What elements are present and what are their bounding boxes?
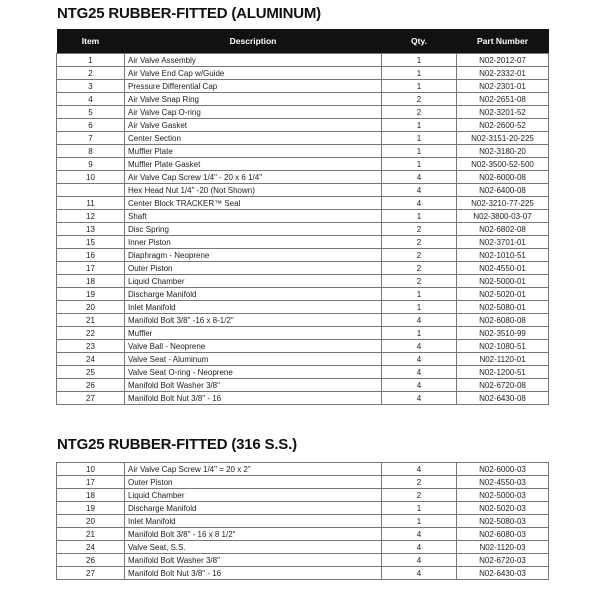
cell-qty: 2 — [382, 476, 457, 489]
cell-qty: 4 — [382, 379, 457, 392]
cell-qty: 2 — [382, 106, 457, 119]
cell-part-number: N02-1120-01 — [457, 353, 549, 366]
table-row — [57, 463, 549, 476]
cell-item: 15 — [57, 236, 125, 249]
cell-part-number: N02-2332-01 — [457, 67, 549, 80]
cell-qty: 4 — [382, 366, 457, 379]
cell-qty: 4 — [382, 340, 457, 353]
cell-item: 18 — [57, 489, 125, 502]
table-row — [57, 327, 549, 340]
cell-qty: 1 — [382, 80, 457, 93]
table-row — [57, 106, 549, 119]
cell-qty: 4 — [382, 463, 457, 476]
cell-part-number: N02-1080-51 — [457, 340, 549, 353]
cell-item: 4 — [57, 93, 125, 106]
table-row — [57, 171, 549, 184]
cell-description: Valve Seat O-ring - Neoprene — [125, 366, 382, 379]
header-part-number: Part Number — [457, 29, 549, 54]
cell-part-number: N02-4550-01 — [457, 262, 549, 275]
cell-description: Valve Seat - Aluminum — [125, 353, 382, 366]
cell-part-number: N02-6720-08 — [457, 379, 549, 392]
cell-description: Manifold Bolt 3/8" - 16 x 8 1/2" — [125, 528, 382, 541]
table-row — [57, 132, 549, 145]
cell-part-number: N02-6430-08 — [457, 392, 549, 405]
cell-item: 1 — [57, 54, 125, 67]
table-row — [57, 80, 549, 93]
table-row — [57, 197, 549, 210]
cell-part-number: N02-1120-03 — [457, 541, 549, 554]
cell-part-number: N02-6720-03 — [457, 554, 549, 567]
cell-item: 25 — [57, 366, 125, 379]
table-row — [57, 515, 549, 528]
table-row — [57, 262, 549, 275]
cell-qty: 4 — [382, 567, 457, 580]
cell-description: Discharge Manifold — [125, 288, 382, 301]
table-row — [57, 314, 549, 327]
table-row — [57, 67, 549, 80]
cell-description: Liquid Chamber — [125, 489, 382, 502]
cell-description: Disc Spring — [125, 223, 382, 236]
cell-part-number: N02-6000-03 — [457, 463, 549, 476]
cell-description: Air Valve Gasket — [125, 119, 382, 132]
cell-item: 18 — [57, 275, 125, 288]
cell-qty: 1 — [382, 54, 457, 67]
cell-part-number: N02-6802-08 — [457, 223, 549, 236]
cell-description: Outer Piston — [125, 476, 382, 489]
cell-description: Discharge Manifold — [125, 502, 382, 515]
cell-qty: 2 — [382, 223, 457, 236]
cell-part-number: N02-3500-52-500 — [457, 158, 549, 171]
cell-description: Air Valve Cap Screw 1/4" = 20 x 2" — [125, 463, 382, 476]
cell-part-number: N02-4550-03 — [457, 476, 549, 489]
cell-item: 11 — [57, 197, 125, 210]
cell-qty: 2 — [382, 236, 457, 249]
cell-qty: 1 — [382, 301, 457, 314]
cell-part-number: N02-3800-03-07 — [457, 210, 549, 223]
cell-item: 21 — [57, 314, 125, 327]
cell-item: 16 — [57, 249, 125, 262]
table-row — [57, 158, 549, 171]
table-row — [57, 379, 549, 392]
cell-qty: 4 — [382, 184, 457, 197]
cell-description: Shaft — [125, 210, 382, 223]
cell-description: Liquid Chamber — [125, 275, 382, 288]
cell-part-number: N02-5020-03 — [457, 502, 549, 515]
table-row — [57, 119, 549, 132]
cell-item: 20 — [57, 301, 125, 314]
cell-item: 8 — [57, 145, 125, 158]
cell-item: 19 — [57, 502, 125, 515]
cell-qty: 1 — [382, 515, 457, 528]
cell-qty: 1 — [382, 119, 457, 132]
cell-description: Muffler — [125, 327, 382, 340]
table-row — [57, 249, 549, 262]
cell-description: Air Valve End Cap w/Guide — [125, 67, 382, 80]
cell-item: 5 — [57, 106, 125, 119]
cell-item: 19 — [57, 288, 125, 301]
cell-qty: 1 — [382, 158, 457, 171]
table-header-row — [57, 29, 549, 54]
cell-description: Center Section — [125, 132, 382, 145]
cell-description: Muffler Plate Gasket — [125, 158, 382, 171]
cell-part-number: N02-6000-08 — [457, 171, 549, 184]
section-title-316ss: NTG25 RUBBER-FITTED (316 S.S.) — [57, 436, 297, 453]
cell-qty: 1 — [382, 327, 457, 340]
cell-part-number: N02-2651-08 — [457, 93, 549, 106]
cell-part-number: N02-6400-08 — [457, 184, 549, 197]
cell-qty: 1 — [382, 132, 457, 145]
table-row — [57, 353, 549, 366]
cell-part-number: N02-6080-08 — [457, 314, 549, 327]
cell-part-number: N02-3701-01 — [457, 236, 549, 249]
parts-table-316ss — [56, 462, 549, 580]
table-row — [57, 502, 549, 515]
cell-qty: 2 — [382, 93, 457, 106]
cell-part-number: N02-5020-01 — [457, 288, 549, 301]
header-description: Description — [125, 29, 382, 54]
table-row — [57, 184, 549, 197]
cell-description: Diaphragm - Neoprene — [125, 249, 382, 262]
cell-description: Air Valve Cap O-ring — [125, 106, 382, 119]
cell-item: 22 — [57, 327, 125, 340]
cell-qty: 4 — [382, 392, 457, 405]
table-row — [57, 301, 549, 314]
cell-item: 23 — [57, 340, 125, 353]
cell-qty: 4 — [382, 541, 457, 554]
cell-description: Air Valve Assembly — [125, 54, 382, 67]
cell-description: Inlet Manifold — [125, 301, 382, 314]
cell-qty: 1 — [382, 288, 457, 301]
cell-item: 10 — [57, 463, 125, 476]
cell-item: 7 — [57, 132, 125, 145]
cell-qty: 1 — [382, 210, 457, 223]
cell-part-number: N02-3510-99 — [457, 327, 549, 340]
cell-item: 27 — [57, 567, 125, 580]
cell-qty: 4 — [382, 197, 457, 210]
cell-qty: 2 — [382, 489, 457, 502]
cell-item: 6 — [57, 119, 125, 132]
cell-part-number: N02-2012-07 — [457, 54, 549, 67]
table-row — [57, 93, 549, 106]
cell-qty: 4 — [382, 314, 457, 327]
cell-item: 26 — [57, 379, 125, 392]
cell-qty: 2 — [382, 249, 457, 262]
cell-qty: 1 — [382, 67, 457, 80]
cell-item: 2 — [57, 67, 125, 80]
cell-item: 13 — [57, 223, 125, 236]
parts-table-aluminum — [56, 29, 549, 405]
cell-item: 27 — [57, 392, 125, 405]
cell-description: Manifold Bolt Nut 3/8" - 16 — [125, 392, 382, 405]
cell-item: 21 — [57, 528, 125, 541]
cell-item — [57, 184, 125, 197]
cell-item: 24 — [57, 353, 125, 366]
section-title-aluminum: NTG25 RUBBER-FITTED (ALUMINUM) — [57, 5, 321, 22]
cell-part-number: N02-2301-01 — [457, 80, 549, 93]
cell-description: Manifold Bolt Nut 3/8" - 16 — [125, 567, 382, 580]
cell-description: Inlet Manifold — [125, 515, 382, 528]
table-row — [57, 54, 549, 67]
cell-part-number: N02-5000-03 — [457, 489, 549, 502]
cell-description: Hex Head Nut 1/4" -20 (Not Shown) — [125, 184, 382, 197]
cell-part-number: N02-1200-51 — [457, 366, 549, 379]
cell-item: 20 — [57, 515, 125, 528]
cell-part-number: N02-6430-03 — [457, 567, 549, 580]
cell-part-number: N02-3201-52 — [457, 106, 549, 119]
header-qty: Qty. — [382, 29, 457, 54]
cell-description: Manifold Bolt Washer 3/8" — [125, 379, 382, 392]
cell-description: Pressure Differential Cap — [125, 80, 382, 93]
cell-part-number: N02-5080-01 — [457, 301, 549, 314]
table-row — [57, 489, 549, 502]
cell-description: Manifold Bolt 3/8" -16 x 8-1/2" — [125, 314, 382, 327]
cell-part-number: N02-2600-52 — [457, 119, 549, 132]
table-row — [57, 210, 549, 223]
table-row — [57, 275, 549, 288]
cell-part-number: N02-6080-03 — [457, 528, 549, 541]
cell-description: Valve Seat, S.S. — [125, 541, 382, 554]
cell-qty: 2 — [382, 262, 457, 275]
cell-item: 17 — [57, 262, 125, 275]
cell-description: Air Valve Snap Ring — [125, 93, 382, 106]
cell-part-number: N02-5000-01 — [457, 275, 549, 288]
table-row — [57, 554, 549, 567]
table-row — [57, 236, 549, 249]
table-row — [57, 528, 549, 541]
table-row — [57, 541, 549, 554]
cell-description: Muffler Plate — [125, 145, 382, 158]
cell-description: Valve Ball - Neoprene — [125, 340, 382, 353]
table-row — [57, 476, 549, 489]
header-item: Item — [57, 29, 125, 54]
cell-qty: 4 — [382, 554, 457, 567]
cell-part-number: N02-3210-77-225 — [457, 197, 549, 210]
cell-item: 3 — [57, 80, 125, 93]
table-row — [57, 567, 549, 580]
cell-description: Inner Piston — [125, 236, 382, 249]
table-row — [57, 288, 549, 301]
cell-description: Center Block TRACKER™ Seal — [125, 197, 382, 210]
table-row — [57, 223, 549, 236]
cell-qty: 4 — [382, 353, 457, 366]
table-row — [57, 392, 549, 405]
cell-item: 26 — [57, 554, 125, 567]
cell-qty: 1 — [382, 502, 457, 515]
cell-part-number: N02-1010-51 — [457, 249, 549, 262]
cell-part-number: N02-5080-03 — [457, 515, 549, 528]
cell-description: Air Valve Cap Screw 1/4" - 20 x 6 1/4" — [125, 171, 382, 184]
cell-item: 9 — [57, 158, 125, 171]
table-row — [57, 340, 549, 353]
cell-item: 12 — [57, 210, 125, 223]
cell-part-number: N02-3151-20-225 — [457, 132, 549, 145]
table-row — [57, 366, 549, 379]
cell-item: 10 — [57, 171, 125, 184]
cell-qty: 1 — [382, 145, 457, 158]
cell-qty: 4 — [382, 528, 457, 541]
table-row — [57, 145, 549, 158]
cell-item: 17 — [57, 476, 125, 489]
cell-description: Outer Piston — [125, 262, 382, 275]
cell-item: 24 — [57, 541, 125, 554]
cell-qty: 2 — [382, 275, 457, 288]
cell-description: Manifold Bolt Washer 3/8" — [125, 554, 382, 567]
cell-qty: 4 — [382, 171, 457, 184]
cell-part-number: N02-3180-20 — [457, 145, 549, 158]
